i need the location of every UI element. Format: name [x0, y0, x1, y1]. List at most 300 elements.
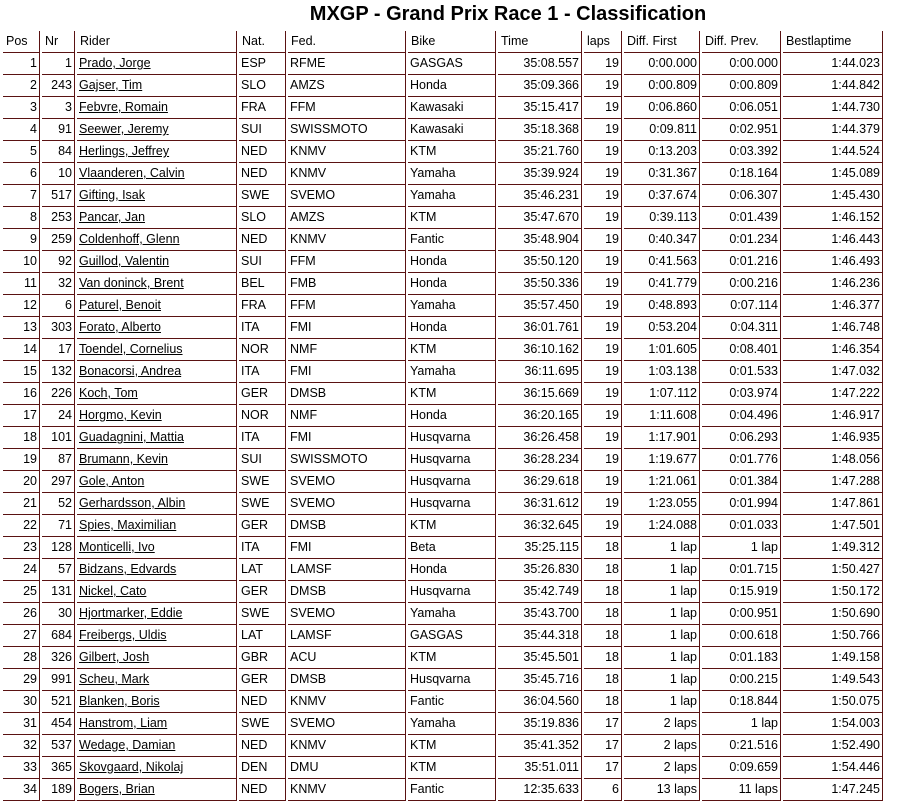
fed-cell: SVEMO — [288, 493, 406, 515]
pos-cell: 28 — [3, 647, 40, 669]
nr-cell: 226 — [42, 383, 75, 405]
nr-cell: 10 — [42, 163, 75, 185]
bestlaptime-cell: 1:46.917 — [783, 405, 883, 427]
diff-first-cell: 1:11.608 — [624, 405, 700, 427]
bestlaptime-cell: 1:46.236 — [783, 273, 883, 295]
bike-cell: KTM — [408, 735, 496, 757]
time-cell: 35:50.336 — [498, 273, 582, 295]
laps-cell: 18 — [584, 691, 622, 713]
bestlaptime-cell: 1:50.075 — [783, 691, 883, 713]
laps-cell: 18 — [584, 647, 622, 669]
rider-cell — [77, 185, 237, 207]
laps-cell: 19 — [584, 427, 622, 449]
nr-cell: 84 — [42, 141, 75, 163]
diff-prev-cell: 0:03.974 — [702, 383, 781, 405]
rider-link[interactable]: Nickel, Cato — [79, 584, 147, 598]
rider-link[interactable]: Vlaanderen, Calvin — [79, 166, 185, 180]
laps-cell: 19 — [584, 405, 622, 427]
bestlaptime-cell: 1:46.935 — [783, 427, 883, 449]
nr-cell: 537 — [42, 735, 75, 757]
bike-cell: Husqvarna — [408, 669, 496, 691]
rider-cell — [77, 141, 237, 163]
bestlaptime-cell: 1:46.152 — [783, 207, 883, 229]
fed-cell: FMB — [288, 273, 406, 295]
nat-cell: FRA — [239, 295, 286, 317]
pos-cell: 10 — [3, 251, 40, 273]
diff-prev-cell: 0:01.384 — [702, 471, 781, 493]
time-cell: 35:25.115 — [498, 537, 582, 559]
rider-link[interactable]: Paturel, Benoit — [79, 298, 161, 312]
nr-cell: 365 — [42, 757, 75, 779]
diff-prev-cell: 0:06.051 — [702, 97, 781, 119]
rider-cell — [77, 493, 237, 515]
time-cell: 35:48.904 — [498, 229, 582, 251]
fed-cell: DMSB — [288, 515, 406, 537]
fed-cell: KNMV — [288, 163, 406, 185]
table-row — [3, 163, 883, 185]
pos-cell: 29 — [3, 669, 40, 691]
rider-link[interactable]: Monticelli, Ivo — [79, 540, 155, 554]
pos-cell: 3 — [3, 97, 40, 119]
laps-cell: 19 — [584, 75, 622, 97]
col-header-bike: Bike — [408, 31, 496, 53]
diff-prev-cell: 0:07.114 — [702, 295, 781, 317]
fed-cell: KNMV — [288, 141, 406, 163]
time-cell: 36:04.560 — [498, 691, 582, 713]
nr-cell: 52 — [42, 493, 75, 515]
diff-prev-cell: 0:01.033 — [702, 515, 781, 537]
diff-first-cell: 2 laps — [624, 757, 700, 779]
bike-cell: KTM — [408, 515, 496, 537]
bike-cell: Husqvarna — [408, 493, 496, 515]
rider-link[interactable]: Gole, Anton — [79, 474, 145, 488]
rider-cell — [77, 691, 237, 713]
nr-cell: 71 — [42, 515, 75, 537]
table-row — [3, 405, 883, 427]
table-row — [3, 493, 883, 515]
diff-first-cell: 0:09.811 — [624, 119, 700, 141]
rider-link[interactable]: Hanstrom, Liam — [79, 716, 168, 730]
diff-prev-cell: 0:21.516 — [702, 735, 781, 757]
bike-cell: Honda — [408, 405, 496, 427]
nat-cell: NOR — [239, 405, 286, 427]
col-header-fed: Fed. — [288, 31, 406, 53]
diff-prev-cell: 0:01.533 — [702, 361, 781, 383]
table-row — [3, 251, 883, 273]
bike-cell: KTM — [408, 141, 496, 163]
rider-cell — [77, 735, 237, 757]
fed-cell: DMSB — [288, 669, 406, 691]
nat-cell: GBR — [239, 647, 286, 669]
bestlaptime-cell: 1:45.089 — [783, 163, 883, 185]
diff-first-cell: 0:00.000 — [624, 53, 700, 75]
bike-cell: Yamaha — [408, 295, 496, 317]
time-cell: 36:01.761 — [498, 317, 582, 339]
table-row — [3, 207, 883, 229]
nat-cell: GER — [239, 669, 286, 691]
table-row — [3, 383, 883, 405]
nr-cell: 32 — [42, 273, 75, 295]
diff-prev-cell: 0:01.439 — [702, 207, 781, 229]
nat-cell: SUI — [239, 251, 286, 273]
bestlaptime-cell: 1:46.493 — [783, 251, 883, 273]
fed-cell: SWISSMOTO — [288, 119, 406, 141]
laps-cell: 17 — [584, 735, 622, 757]
rider-link[interactable]: Bogers, Brian — [79, 782, 155, 796]
laps-cell: 17 — [584, 713, 622, 735]
time-cell: 36:20.165 — [498, 405, 582, 427]
rider-link[interactable]: Freibergs, Uldis — [79, 628, 167, 642]
rider-link[interactable]: Brumann, Kevin — [79, 452, 168, 466]
laps-cell: 19 — [584, 141, 622, 163]
laps-cell: 19 — [584, 339, 622, 361]
nr-cell: 57 — [42, 559, 75, 581]
diff-prev-cell: 0:01.994 — [702, 493, 781, 515]
diff-first-cell: 1 lap — [624, 559, 700, 581]
nr-cell: 259 — [42, 229, 75, 251]
fed-cell: FFM — [288, 97, 406, 119]
laps-cell: 18 — [584, 669, 622, 691]
rider-link[interactable]: Scheu, Mark — [79, 672, 150, 686]
diff-prev-cell: 1 lap — [702, 713, 781, 735]
fed-cell: ACU — [288, 647, 406, 669]
table-row — [3, 141, 883, 163]
table-row — [3, 559, 883, 581]
bestlaptime-cell: 1:46.748 — [783, 317, 883, 339]
fed-cell: FFM — [288, 251, 406, 273]
rider-link[interactable]: Spies, Maximilian — [79, 518, 177, 532]
nat-cell: SWE — [239, 713, 286, 735]
fed-cell: SWISSMOTO — [288, 449, 406, 471]
nat-cell: ITA — [239, 361, 286, 383]
pos-cell: 12 — [3, 295, 40, 317]
diff-first-cell: 1 lap — [624, 625, 700, 647]
pos-cell: 25 — [3, 581, 40, 603]
rider-cell — [77, 779, 237, 801]
time-cell: 35:47.670 — [498, 207, 582, 229]
laps-cell: 18 — [584, 603, 622, 625]
rider-link[interactable]: Pancar, Jan — [79, 210, 146, 224]
nat-cell: SLO — [239, 75, 286, 97]
diff-first-cell: 1 lap — [624, 581, 700, 603]
table-row — [3, 757, 883, 779]
time-cell: 35:26.830 — [498, 559, 582, 581]
table-row — [3, 713, 883, 735]
nr-cell: 101 — [42, 427, 75, 449]
bestlaptime-cell: 1:44.730 — [783, 97, 883, 119]
rider-link[interactable]: Forato, Alberto — [79, 320, 161, 334]
nat-cell: NED — [239, 141, 286, 163]
diff-first-cell: 13 laps — [624, 779, 700, 801]
fed-cell: FMI — [288, 537, 406, 559]
fed-cell: NMF — [288, 405, 406, 427]
nr-cell: 991 — [42, 669, 75, 691]
nr-cell: 517 — [42, 185, 75, 207]
diff-first-cell: 1:21.061 — [624, 471, 700, 493]
rider-link[interactable]: Guillod, Valentin — [79, 254, 170, 268]
time-cell: 35:19.836 — [498, 713, 582, 735]
diff-prev-cell: 0:18.164 — [702, 163, 781, 185]
nat-cell: SWE — [239, 603, 286, 625]
diff-prev-cell: 0:06.293 — [702, 427, 781, 449]
diff-first-cell: 1 lap — [624, 603, 700, 625]
time-cell: 35:43.700 — [498, 603, 582, 625]
table-row — [3, 295, 883, 317]
rider-link[interactable]: Van doninck, Brent — [79, 276, 184, 290]
laps-cell: 19 — [584, 251, 622, 273]
rider-link[interactable]: Coldenhoff, Glenn — [79, 232, 180, 246]
diff-first-cell: 1 lap — [624, 691, 700, 713]
rider-cell — [77, 251, 237, 273]
bike-cell: Yamaha — [408, 163, 496, 185]
rider-link[interactable]: Blanken, Boris — [79, 694, 160, 708]
laps-cell: 19 — [584, 383, 622, 405]
table-row — [3, 647, 883, 669]
time-cell: 12:35.633 — [498, 779, 582, 801]
time-cell: 35:08.557 — [498, 53, 582, 75]
classification-table — [1, 31, 885, 801]
laps-cell: 19 — [584, 229, 622, 251]
pos-cell: 9 — [3, 229, 40, 251]
time-cell: 36:10.162 — [498, 339, 582, 361]
rider-link[interactable]: Gifting, Isak — [79, 188, 145, 202]
bestlaptime-cell: 1:44.023 — [783, 53, 883, 75]
fed-cell: LAMSF — [288, 559, 406, 581]
rider-cell — [77, 669, 237, 691]
bestlaptime-cell: 1:49.158 — [783, 647, 883, 669]
nat-cell: FRA — [239, 97, 286, 119]
pos-cell: 33 — [3, 757, 40, 779]
table-row — [3, 449, 883, 471]
rider-link[interactable]: Seewer, Jeremy — [79, 122, 169, 136]
diff-prev-cell: 0:03.392 — [702, 141, 781, 163]
laps-cell: 18 — [584, 581, 622, 603]
nr-cell: 297 — [42, 471, 75, 493]
time-cell: 35:15.417 — [498, 97, 582, 119]
bike-cell: KTM — [408, 339, 496, 361]
fed-cell: SVEMO — [288, 603, 406, 625]
time-cell: 35:41.352 — [498, 735, 582, 757]
pos-cell: 20 — [3, 471, 40, 493]
time-cell: 35:09.366 — [498, 75, 582, 97]
nat-cell: NED — [239, 691, 286, 713]
time-cell: 35:21.760 — [498, 141, 582, 163]
diff-prev-cell: 11 laps — [702, 779, 781, 801]
nat-cell: BEL — [239, 273, 286, 295]
fed-cell: RFME — [288, 53, 406, 75]
nr-cell: 521 — [42, 691, 75, 713]
diff-first-cell: 1:19.677 — [624, 449, 700, 471]
pos-cell: 14 — [3, 339, 40, 361]
table-row — [3, 735, 883, 757]
laps-cell: 19 — [584, 207, 622, 229]
rider-link[interactable]: Toendel, Cornelius — [79, 342, 183, 356]
bike-cell: Husqvarna — [408, 449, 496, 471]
bike-cell: Honda — [408, 273, 496, 295]
bike-cell: GASGAS — [408, 625, 496, 647]
table-row — [3, 603, 883, 625]
table-row — [3, 53, 883, 75]
diff-prev-cell: 0:06.307 — [702, 185, 781, 207]
diff-first-cell: 0:13.203 — [624, 141, 700, 163]
table-row — [3, 427, 883, 449]
pos-cell: 32 — [3, 735, 40, 757]
time-cell: 36:15.669 — [498, 383, 582, 405]
diff-first-cell: 1:03.138 — [624, 361, 700, 383]
pos-cell: 26 — [3, 603, 40, 625]
diff-prev-cell: 0:00.216 — [702, 273, 781, 295]
bike-cell: Husqvarna — [408, 471, 496, 493]
table-row — [3, 97, 883, 119]
laps-cell: 19 — [584, 119, 622, 141]
rider-link[interactable]: Prado, Jorge — [79, 56, 151, 70]
bestlaptime-cell: 1:45.430 — [783, 185, 883, 207]
table-row — [3, 273, 883, 295]
col-header-diff-first: Diff. First — [624, 31, 700, 53]
col-header-rider: Rider — [77, 31, 237, 53]
diff-first-cell: 2 laps — [624, 735, 700, 757]
rider-link[interactable]: Gerhardsson, Albin — [79, 496, 186, 510]
time-cell: 36:29.618 — [498, 471, 582, 493]
col-header-bestlaptime: Bestlaptime — [783, 31, 883, 53]
diff-first-cell: 1:24.088 — [624, 515, 700, 537]
time-cell: 36:28.234 — [498, 449, 582, 471]
laps-cell: 18 — [584, 537, 622, 559]
diff-first-cell: 1:17.901 — [624, 427, 700, 449]
bestlaptime-cell: 1:48.056 — [783, 449, 883, 471]
rider-cell — [77, 471, 237, 493]
pos-cell: 31 — [3, 713, 40, 735]
rider-link[interactable]: Gajser, Tim — [79, 78, 143, 92]
rider-link[interactable]: Hjortmarker, Eddie — [79, 606, 183, 620]
table-row — [3, 779, 883, 801]
table-row — [3, 537, 883, 559]
diff-first-cell: 0:40.347 — [624, 229, 700, 251]
rider-link[interactable]: Bidzans, Edvards — [79, 562, 177, 576]
bestlaptime-cell: 1:47.288 — [783, 471, 883, 493]
rider-cell — [77, 581, 237, 603]
rider-cell — [77, 339, 237, 361]
rider-cell — [77, 515, 237, 537]
rider-cell — [77, 537, 237, 559]
results-body — [3, 53, 883, 801]
diff-first-cell: 1 lap — [624, 537, 700, 559]
nr-cell: 128 — [42, 537, 75, 559]
time-cell: 36:32.645 — [498, 515, 582, 537]
pos-cell: 2 — [3, 75, 40, 97]
nat-cell: ITA — [239, 317, 286, 339]
diff-first-cell: 0:39.113 — [624, 207, 700, 229]
bike-cell: Fantic — [408, 779, 496, 801]
bestlaptime-cell: 1:46.377 — [783, 295, 883, 317]
bestlaptime-cell: 1:47.501 — [783, 515, 883, 537]
bike-cell: KTM — [408, 757, 496, 779]
laps-cell: 19 — [584, 515, 622, 537]
nat-cell: LAT — [239, 559, 286, 581]
rider-link[interactable]: Febvre, Romain — [79, 100, 168, 114]
diff-prev-cell: 0:02.951 — [702, 119, 781, 141]
pos-cell: 5 — [3, 141, 40, 163]
nr-cell: 684 — [42, 625, 75, 647]
nr-cell: 91 — [42, 119, 75, 141]
diff-first-cell: 1:01.605 — [624, 339, 700, 361]
pos-cell: 15 — [3, 361, 40, 383]
bike-cell: Honda — [408, 317, 496, 339]
bike-cell: Yamaha — [408, 185, 496, 207]
nr-cell: 24 — [42, 405, 75, 427]
bestlaptime-cell: 1:54.446 — [783, 757, 883, 779]
table-row — [3, 625, 883, 647]
bestlaptime-cell: 1:50.172 — [783, 581, 883, 603]
bike-cell: Kawasaki — [408, 97, 496, 119]
pos-cell: 16 — [3, 383, 40, 405]
rider-link[interactable]: Guadagnini, Mattia — [79, 430, 184, 444]
rider-cell — [77, 405, 237, 427]
nat-cell: NED — [239, 735, 286, 757]
bike-cell: GASGAS — [408, 53, 496, 75]
fed-cell: AMZS — [288, 207, 406, 229]
time-cell: 35:42.749 — [498, 581, 582, 603]
bike-cell: Beta — [408, 537, 496, 559]
rider-cell — [77, 53, 237, 75]
bestlaptime-cell: 1:49.312 — [783, 537, 883, 559]
rider-link[interactable]: Horgmo, Kevin — [79, 408, 162, 422]
fed-cell: FMI — [288, 361, 406, 383]
diff-first-cell: 0:00.809 — [624, 75, 700, 97]
rider-link[interactable]: Bonacorsi, Andrea — [79, 364, 182, 378]
nr-cell: 253 — [42, 207, 75, 229]
rider-link[interactable]: Skovgaard, Nikolaj — [79, 760, 184, 774]
rider-cell — [77, 119, 237, 141]
rider-cell — [77, 317, 237, 339]
bike-cell: Honda — [408, 559, 496, 581]
pos-cell: 30 — [3, 691, 40, 713]
rider-cell — [77, 559, 237, 581]
time-cell: 35:45.501 — [498, 647, 582, 669]
nr-cell: 326 — [42, 647, 75, 669]
table-row — [3, 119, 883, 141]
pos-cell: 1 — [3, 53, 40, 75]
rider-link[interactable]: Gilbert, Josh — [79, 650, 150, 664]
rider-link[interactable]: Koch, Tom — [79, 386, 138, 400]
table-row — [3, 691, 883, 713]
laps-cell: 19 — [584, 97, 622, 119]
bestlaptime-cell: 1:44.842 — [783, 75, 883, 97]
fed-cell: FFM — [288, 295, 406, 317]
time-cell: 35:51.011 — [498, 757, 582, 779]
rider-cell — [77, 449, 237, 471]
pos-cell: 8 — [3, 207, 40, 229]
bestlaptime-cell: 1:54.003 — [783, 713, 883, 735]
pos-cell: 24 — [3, 559, 40, 581]
nat-cell: SUI — [239, 449, 286, 471]
rider-cell — [77, 75, 237, 97]
rider-cell — [77, 625, 237, 647]
laps-cell: 19 — [584, 53, 622, 75]
diff-first-cell: 0:41.563 — [624, 251, 700, 273]
rider-link[interactable]: Herlings, Jeffrey — [79, 144, 170, 158]
fed-cell: KNMV — [288, 779, 406, 801]
rider-cell — [77, 383, 237, 405]
fed-cell: AMZS — [288, 75, 406, 97]
nat-cell: NED — [239, 779, 286, 801]
nr-cell: 30 — [42, 603, 75, 625]
bike-cell: Yamaha — [408, 713, 496, 735]
table-row — [3, 317, 883, 339]
nat-cell: GER — [239, 581, 286, 603]
nat-cell: SLO — [239, 207, 286, 229]
rider-link[interactable]: Wedage, Damian — [79, 738, 176, 752]
